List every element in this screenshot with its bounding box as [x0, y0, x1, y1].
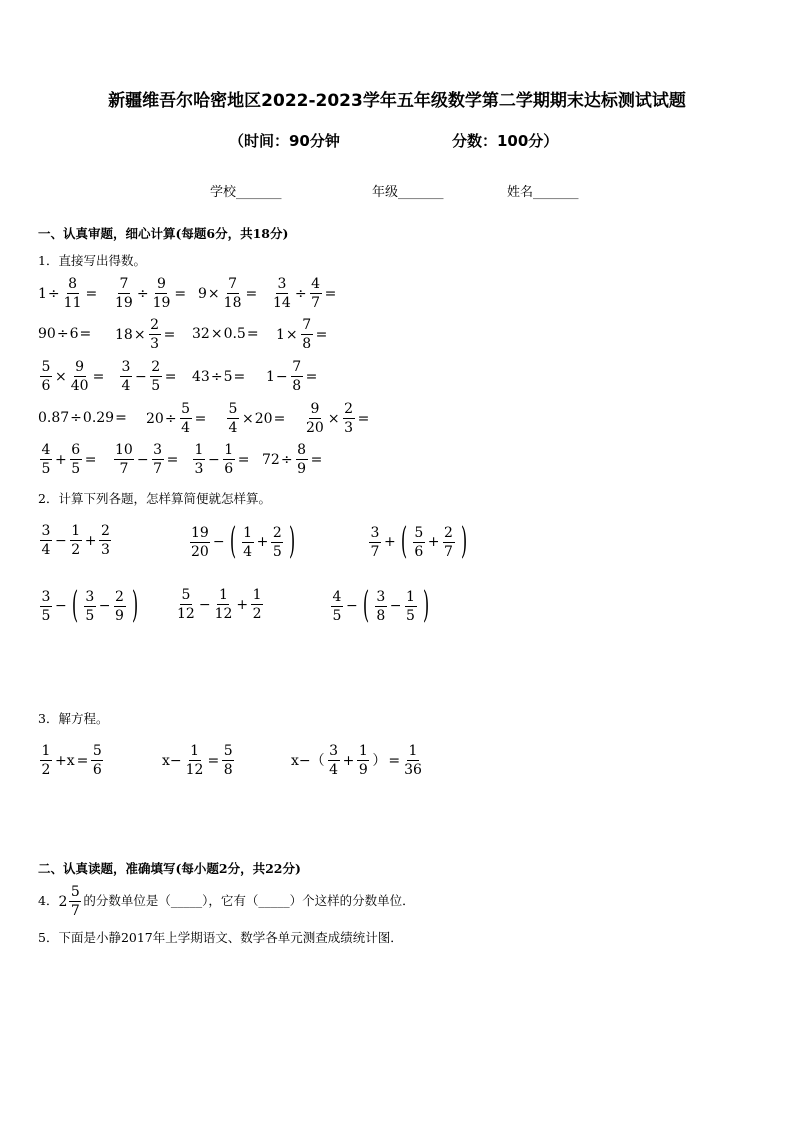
expr-1-4: $\frac{3}{14}$ ÷ $\frac{4}{7}$ =	[273, 276, 337, 311]
calc-6: $\frac{4}{5}$ − ( $\frac{3}{8}$ − $\frac{1}{5}$ )	[332, 585, 429, 626]
calc-4: $\frac{3}{5}$ − ( $\frac{3}{5}$ − $\frac{2}{9}$ )	[41, 585, 138, 626]
equation-1: $\frac{1}{2}$ +x = $\frac{5}{6}$	[41, 743, 102, 778]
expr-2-2: 18 × $\frac{2}{3}$ =	[115, 317, 176, 352]
expr-3-4: 1 − $\frac{7}{8}$ =	[266, 359, 318, 394]
question-3: 3．解方程。	[38, 711, 109, 726]
expr-2-4: 1 × $\frac{7}{8}$ =	[276, 317, 328, 352]
expr-4-1: 0.87 ÷ 0.29 =	[38, 410, 127, 426]
expr-4-2: 20 ÷ $\frac{5}{4}$ =	[146, 401, 207, 436]
question-2: 2．计算下列各题，怎样算简便就怎样算。	[38, 491, 271, 506]
section-1-heading: 一、认真审题，细心计算(每题6分，共18分)	[38, 226, 289, 241]
section-2-heading: 二、认真读题，准确填写(每小题2分，共22分)	[38, 861, 301, 876]
question-4: 4． 2 $\frac{5}{7}$ 的分数单位是（_____），它有（_____）个这样的分数单位．	[38, 884, 415, 919]
expr-1-2: $\frac{7}{19}$ ÷ $\frac{9}{19}$ =	[115, 276, 187, 311]
calc-1: $\frac{3}{4}$ − $\frac{1}{2}$ + $\frac{2}{3}$	[41, 523, 110, 558]
expr-3-3: 43 ÷ 5 =	[192, 369, 246, 385]
mixed-number: 2 $\frac{5}{7}$	[58, 884, 80, 919]
calc-2: $\frac{19}{20}$ − ( $\frac{1}{4}$ + $\frac{2}{5}$ )	[191, 521, 296, 562]
expr-1-3: 9 × $\frac{7}{18}$ =	[198, 276, 258, 311]
calc-5: $\frac{5}{12}$ − $\frac{1}{12}$ + $\frac{1}{2}$	[177, 587, 262, 622]
exam-score: 分数：100分）	[452, 132, 559, 150]
grade-field: 年级_______	[372, 185, 444, 200]
expr-2-1: 90 ÷ 6 =	[38, 326, 92, 342]
calc-3: $\frac{3}{7}$ + ( $\frac{5}{6}$ + $\frac{2}{7}$ )	[370, 521, 467, 562]
expr-3-1: $\frac{5}{6}$ × $\frac{9}{40}$ =	[41, 359, 105, 394]
expr-4-4: $\frac{9}{20}$ × $\frac{2}{3}$ =	[306, 401, 370, 436]
school-field: 学校_______	[210, 185, 282, 200]
name-field: 姓名_______	[507, 185, 579, 200]
equation-3: x−（ $\frac{3}{4}$ + $\frac{1}{9}$ ） = $\frac{1}{36}$	[291, 743, 422, 778]
exam-time: （时间：90分钟	[229, 132, 340, 150]
equation-2: x− $\frac{1}{12}$ = $\frac{5}{8}$	[162, 743, 233, 778]
expr-2-3: 32 × 0.5 =	[192, 326, 259, 342]
expr-4-3: $\frac{5}{4}$ × 20 =	[228, 401, 286, 436]
expr-5-3: $\frac{1}{3}$ − $\frac{1}{6}$ =	[194, 442, 250, 477]
page-title: 新疆维吾尔哈密地区2022-2023学年五年级数学第二学期期末达标测试试题	[108, 91, 686, 111]
expr-5-1: $\frac{4}{5}$ + $\frac{6}{5}$ =	[41, 442, 97, 477]
expr-5-4: 72 ÷ $\frac{8}{9}$ =	[262, 442, 323, 477]
expr-5-2: $\frac{10}{7}$ − $\frac{3}{7}$ =	[115, 442, 179, 477]
expr-3-2: $\frac{3}{4}$ − $\frac{2}{5}$ =	[121, 359, 177, 394]
question-5: 5．下面是小静2017年上学期语文、数学各单元测查成绩统计图．	[38, 930, 403, 945]
expr-1-1: 1 ÷ $\frac{8}{11}$ =	[38, 276, 98, 311]
question-1: 1．直接写出得数。	[38, 253, 146, 268]
